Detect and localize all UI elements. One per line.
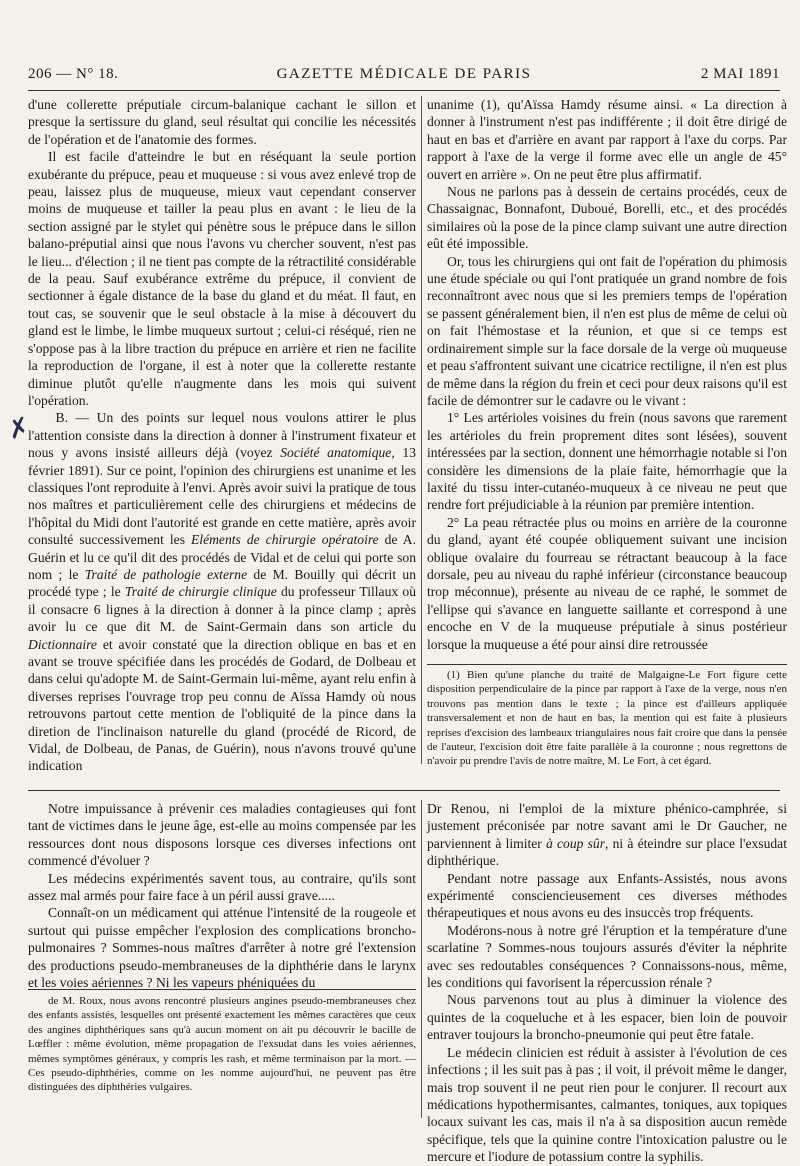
paragraph: d'une collerette préputiale circum-balanique cachant le sillon et presque la sertissure du gland, seul résultat qui concilie les nécessités de l'opération et de l'anatomie des formes. <box>28 97 416 147</box>
journal-title: GAZETTE MÉDICALE DE PARIS <box>276 66 532 82</box>
issue-date: 2 MAI 1891 <box>700 66 780 82</box>
handwritten-mark-icon: ✗ <box>4 411 34 447</box>
column-divider <box>421 96 422 764</box>
bottom-left-footnote <box>28 994 416 1095</box>
paragraph: unanime (1), qu'Aïssa Hamdy résume ainsi. « La direction à donner à l'instrument n'est pas indifférente ; il doit être dirigé de haut en bas et d'arrière en avant par rapport à l'axe du corps. Par rapport à l'axe de la verge il forme avec elle un angle de 45° ouvert en arrière ». On ne peut être plus affirmatif. <box>427 97 787 182</box>
paragraph: Dr Renou, ni l'emploi de la mixture phénico-camphrée, si justement préconisée par notre savant ami le Dr Gaucher, ne parviennent à limiter à coup sûr, ni à éteindre sur place l'exsudat diphthérique. <box>427 801 787 869</box>
paragraph: B. — Un des points sur lequel nous voulons attirer le plus l'attention consiste dans la direction à donner à l'instrument fixateur et nous y avons insisté ailleurs déjà (voyez Société anatomique, 13 février 1891). Sur ce point, l'opinion des chirurgiens est unanime et les classiques l'ont reproduite à l'envi. Après avoir suivi la pratique de tous nos maîtres et particulièrement celle des chirurgiens et médecins de l'hôpital du Midi dont l'autorité est grande en cette matière, après avoir consulté successivement les Eléments de chirurgie opératoire de A. Guérin et lu ce qu'il dit des procédés de Vidal et de celui qui porte son nom ; le Traité de pathologie externe de M. Bouilly qui décrit un procédé type ; le Traité de chirurgie clinique du professeur Tillaux où il consacre 6 lignes à la direction à donner à la pince clamp ; après avoir lu ce que dit M. de Saint-Germain dans son article du Dictionnaire et avoir constaté que la direction oblique en bas et en avant se trouve spécifiée dans les procédés de Godard, de Dolbeau et dans celui qu'adopte M. de Saint-Germain lui-même, ayant relu enfin à diverses reprises l'ouvrage trop peu connu de Aïssa Hamdy où nous retrouvons partout cette mention de l'obliquité de la pince dans la diretion de l'inclinaison naturelle du gland (procédé de Ricord, de Vidal, de Dolbeau, de Panas, de Guérin), nous n'avons trouvé qu'une indication <box>28 410 417 774</box>
paragraph: Le médecin clinicien est réduit à assister à l'évolution de ces infections ; il les suit pas à pas ; il voit, il prévoit même le danger, mais trop souvent il ne peut rien pour le conjurer. Il recourt aux médications hypothermisantes, calmantes, toniques, aux topiques locaux suivant les cas, mais il n'a à sa disposition aucun remède spécifique, tels que la quinine contre l'intoxication palustre ou le mercure et l'iodure de potassium contre la syphilis. <box>427 1044 787 1165</box>
paragraph: 2° La peau rétractée plus ou moins en arrière de la couronne du gland, ayant été coupée obliquement suivant une incision oblique ovalaire du fourreau se rétractant beaucoup à la face dorsale, peu au niveau du raphé inférieur (circonstance beaucoup trop méconnue), présente au niveau de ce raphé, le sommet de l'ellipse qui s'avance en languette saillante et correspond à une encoche en V de la muqueuse préputiale à sinus postérieur lorsque la muqueuse a été pour ainsi dire retroussée <box>427 514 787 652</box>
column-divider <box>421 800 422 1118</box>
page-header <box>28 66 780 88</box>
page-number: 206 — N° 18. <box>28 66 119 82</box>
section-letter <box>48 410 56 425</box>
footnote: (1) Bien qu'une planche du traité de Malgaigne-Le Fort figure cette disposition perpendiculaire de la pince par rapport à l'axe de la verge, nous n'en trouvons pas mention dans le texte ; la pince est d'ailleurs appliquée transversalement et non de haut en bas, la mention qui est faite à plusieurs reprises d'excision des lambeaux triangulaires nous fait croire que dans la pensée de l'auteur, l'excision doit être faite parallèle à la couronne ; nous regrettons de n'avoir pu prendre l'avis de notre maître, M. Le Fort, à cet égard. <box>427 669 787 768</box>
paragraph: Nous ne parlons pas à dessein de certains procédés, ceux de Chassaignac, Bonnafont, Duboué, Borelli, etc., et des procédés similaires où la pose de la pince clamp suivant une autre direction eût été impossible. <box>427 184 787 252</box>
paragraph: Modérons-nous à notre gré l'éruption et la température d'une scarlatine ? Sommes-nous toujours assurés d'éviter la néphrite avec ses redoutables conséquences ? Connaissons-nous, même, les conditions qui favorisent la répercussion rénale ? <box>427 922 787 991</box>
header-rule <box>28 90 780 91</box>
bottom-right-column <box>427 800 787 1166</box>
footnote: de M. Roux, nous avons rencontré plusieurs angines pseudo-membraneuses chez des enfants assistés, lesquelles ont présenté exactement les mêmes caractères que ceux des angines diphthériques sans qu'à aucun moment on ait pu découvrir le bacille de Lœffler : même évolution, même propagation de l'exsudat dans les voies aériennes, mêmes symptômes généraux, y compris les rash, et même terminaison par la mort. — Ces pseudo-diphthéries, comme on les nomme aujourd'hui, ne peuvent pas être distinguées des diphthéries vulgaires. <box>28 995 416 1094</box>
paragraph: Notre impuissance à prévenir ces maladies contagieuses qui font tant de victimes dans le jeune âge, est-elle au moins compensée par les ressources dont nous disposons lorsque ces diverses infections ont commencé d'évoluer ? <box>28 801 416 869</box>
section-rule <box>28 790 780 791</box>
paragraph: 1° Les artérioles voisines du frein (nous savons que rarement les artérioles du frein proprement dites sont lésées), souvent intéressées par la section, donnent une hémorrhagie notable si l'on considère les dimensions de la plaie faite, hémorrhagie que la laxité du tissu inter-cutanéo-muqueux à ce niveau ne peut que rendre fort préjudiciable à la réunion par première intention. <box>427 410 787 513</box>
top-right-footnote <box>427 668 787 769</box>
top-left-column <box>28 96 416 775</box>
paragraph: Connaît-on un médicament qui atténue l'intensité de la rougeole et surtout qui puisse empêcher l'explosion des complications broncho-pulmonaires ? Sommes-nous maîtres d'arrêter à notre gré l'extension des productions pseudo-membraneuses de la diphthérie dans le larynx et les voies aériennes ? Ni les vapeurs phéniquées du <box>28 905 416 991</box>
footnote-rule <box>28 989 416 990</box>
paragraph: Les médecins expérimentés savent tous, au contraire, qu'ils sont assez mal armés pour faire face à un péril aussi grave..... <box>28 870 416 904</box>
paragraph: Pendant notre passage aux Enfants-Assistés, nous avons expérimenté consciencieusement ces diverses méthodes thérapeutiques et nous avons eu des insuccès trop fréquents. <box>427 870 787 921</box>
footnote-rule <box>427 664 787 665</box>
paragraph: Nous parvenons tout au plus à diminuer la violence des quintes de la coqueluche et à les espacer, bien loin de pouvoir entraver toujours la broncho-pneumonie qui peut être fatale. <box>427 992 787 1043</box>
top-right-column <box>427 96 787 653</box>
paragraph: Il est facile d'atteindre le but en réséquant la seule portion exubérante du prépuce, peau et muqueuse : si vous avez enlevé trop de peau, laissez plus de muqueuse, mieux vaut cependant conserver moins de muqueuse et tailler la peau plus en avant : le lieu de la section assigné par le stylet qui pénètre sous le prépuce dans le sillon balano-préputial ainsi que nous l'avons vu chercher souvent, n'est pas le lieu... d'élection ; il ne tient pas compte de la rétractilité considérable de la peau. Sauf exubérance extrême du prépuce, il convient de sectionner à égale distance de la base du gland et du méat. Il faut, en tout cas, se souvenir que le seul obstacle à la mise à découvert du gland est le limbe, le limbe muqueux surtout ; celui-ci réséqué, rien ne s'oppose pas à la libre traction du prépuce en arrière et rien ne facilite la reproduction de l'organe, il est à noter que la collerette restante diminue plutôt qu'elle n'augmente dans les mois qui suivent l'opération. <box>28 149 416 408</box>
bottom-left-column <box>28 800 416 991</box>
paragraph: Or, tous les chirurgiens qui ont fait de l'opération du phimosis une étude spéciale ou qui l'ont pratiquée un grand nombre de fois reconnaîtront avec nous que si les premiers temps de l'opération se passent généralement bien, il n'en est plus de même de celui où on fait l'hémostase et la réunion, et que si ce temps est ordinairement simple sur la face dorsale de la verge où muqueuse et peau s'affrontent suivant une cicatrice rectiligne, il n'en est plus de même dans la région du frein et ceci pour deux raisons qu'il est facile de démontrer sur le cadavre ou le vivant : <box>427 253 787 408</box>
